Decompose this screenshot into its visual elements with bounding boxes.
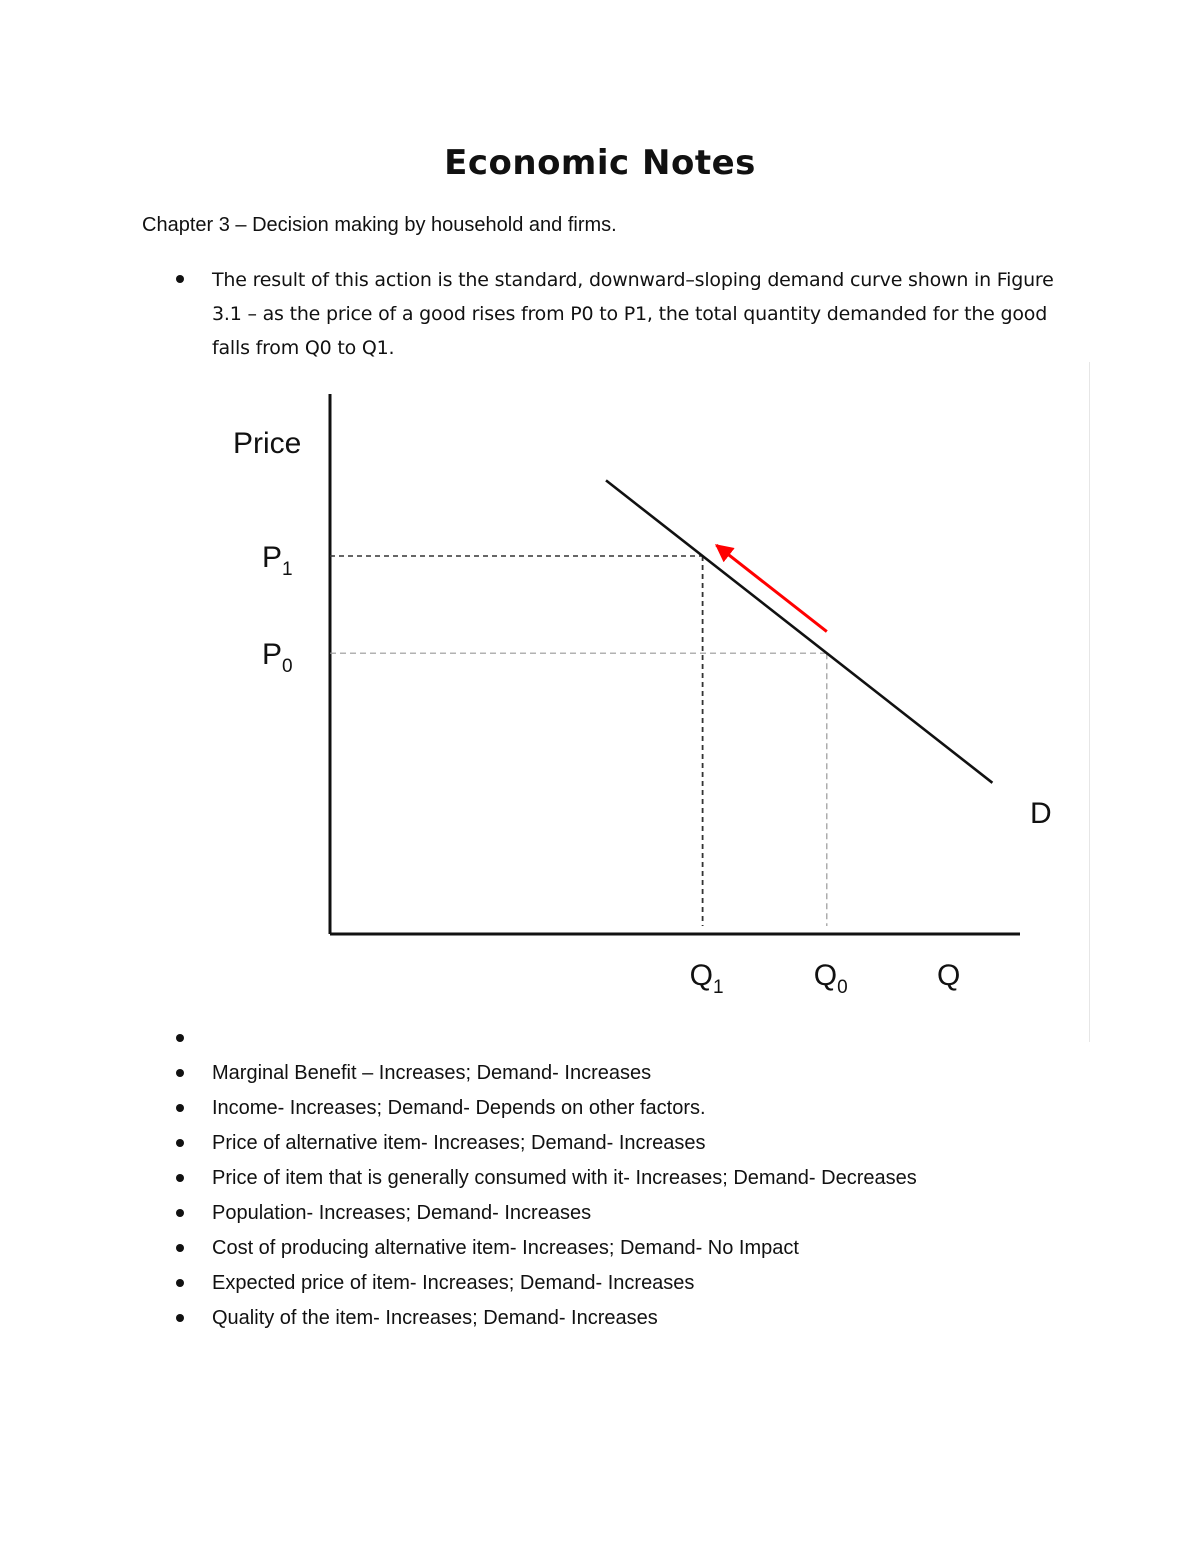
curve-label-d: D — [1030, 797, 1052, 830]
demand-curve-chart — [200, 362, 1100, 1042]
factor-bullet-quality: Quality of the item- Increases; Demand- Increases — [0, 1301, 1072, 1336]
factor-bullet-marginal-benefit: Marginal Benefit – Increases; Demand- Increases — [0, 1056, 1072, 1091]
factor-bullet-complement-price: Price of item that is generally consumed with it- Increases; Demand- Decreases — [0, 1161, 1072, 1196]
factor-bullet-alternative-price: Price of alternative item- Increases; Demand- Increases — [0, 1126, 1072, 1161]
figure-edge — [1089, 362, 1090, 1042]
demand-curve-figure — [200, 362, 1100, 1042]
factor-bullet-income: Income- Increases; Demand- Depends on other factors. — [0, 1091, 1072, 1126]
factor-bullet-production-cost: Cost of producing alternative item- Increases; Demand- No Impact — [0, 1231, 1072, 1266]
q0-tick-label: $Q_0$ — [813, 959, 848, 998]
price-rise-arrow — [716, 545, 826, 631]
intro-bullet: The result of this action is the standard, downward–sloping demand curve shown in Figure 3.1 – as the price of a good rises from P0 to P1, the total quantity demanded for the good falls from Q0 to Q1. — [0, 263, 1072, 365]
q1-tick-label: $Q_1$ — [689, 959, 724, 998]
p1-tick-label: $P_1$ — [262, 541, 293, 580]
x-axis-label: Q — [937, 959, 961, 992]
p0-tick-label: $P_0$ — [262, 638, 293, 678]
page-title: Economic Notes — [444, 143, 756, 183]
factor-bullet-empty — [0, 1021, 1072, 1056]
chapter-heading: Chapter 3 – Decision making by household and firms. — [142, 214, 617, 236]
demand-curve-line — [606, 480, 992, 782]
factor-bullet-expected-price: Expected price of item- Increases; Demand- Increases — [0, 1266, 1072, 1301]
factor-bullet-population: Population- Increases; Demand- Increases — [0, 1196, 1072, 1231]
factor-list — [0, 1021, 1072, 1336]
intro-list — [0, 263, 1072, 365]
y-axis-label: Price — [233, 427, 302, 460]
